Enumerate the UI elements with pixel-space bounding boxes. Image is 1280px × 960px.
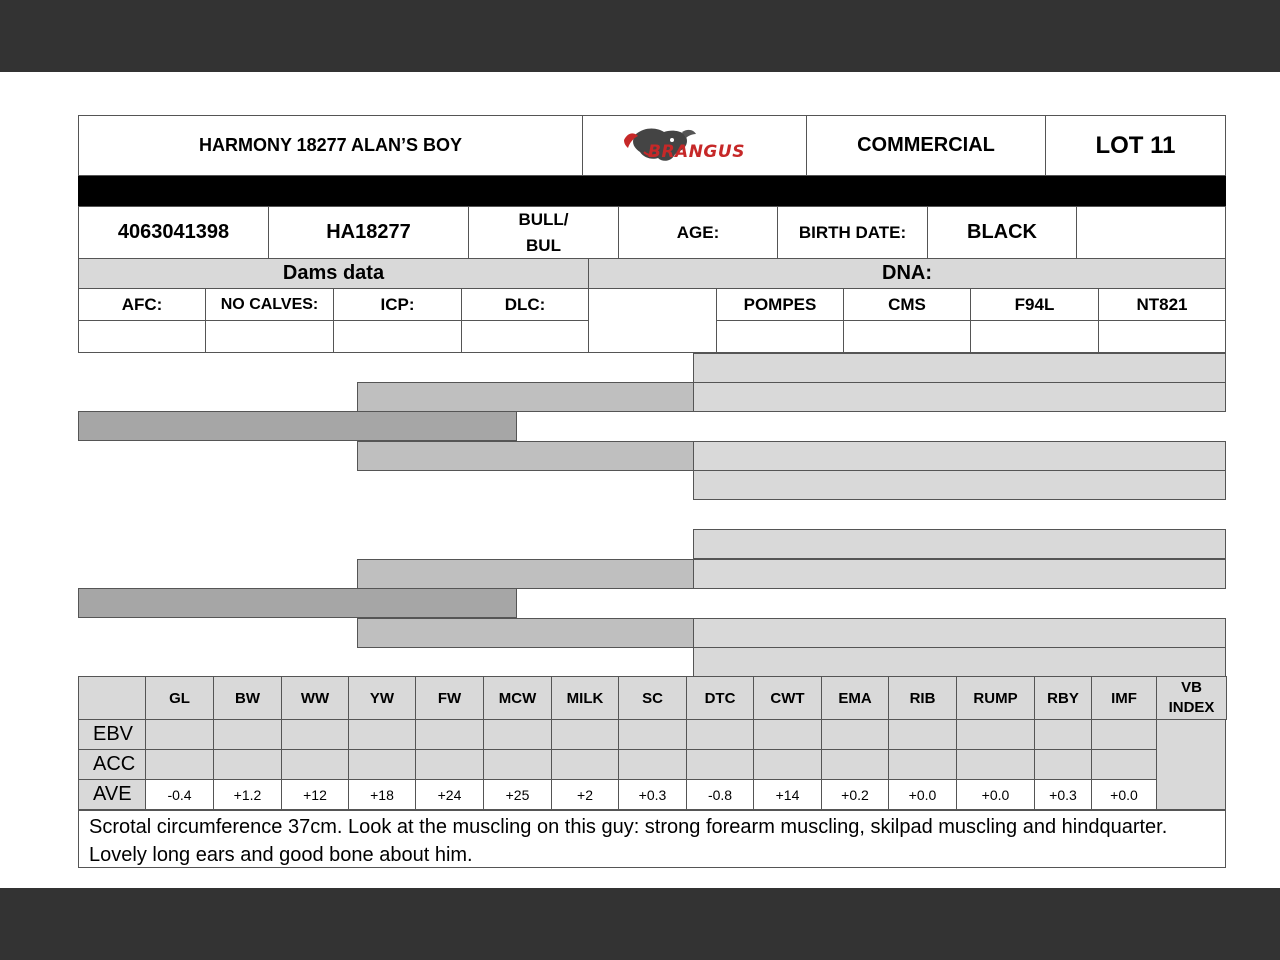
ebv-row-label-acc: ACC xyxy=(78,749,146,780)
pedigree-sire xyxy=(78,411,517,441)
ebv-corner-cell xyxy=(78,676,146,720)
ebv-col-dtc: DTC xyxy=(686,676,754,720)
ebv-cell-acc-milk xyxy=(551,749,619,780)
ebv-col-sc: SC xyxy=(618,676,687,720)
black-divider-bar xyxy=(78,176,1226,206)
birth-date-label: BIRTH DATE: xyxy=(777,206,928,259)
ebv-row-label-ebv: EBV xyxy=(78,719,146,750)
ebv-cell-ave-gl: -0.4 xyxy=(145,779,214,810)
ebv-cell-ebv-mcw xyxy=(483,719,552,750)
dams-data-title: Dams data xyxy=(78,258,589,289)
pedigree-sire-sire xyxy=(357,382,694,412)
ebv-col-rump: RUMP xyxy=(956,676,1035,720)
ebv-cell-acc-rump xyxy=(956,749,1035,780)
dams-col-afc: AFC: xyxy=(78,288,206,321)
ebv-cell-ave-dtc: -0.8 xyxy=(686,779,754,810)
dams-value-dlc xyxy=(461,320,589,353)
ebv-cell-ave-mcw: +25 xyxy=(483,779,552,810)
pedigree-sire-dam xyxy=(357,441,694,471)
comment-text: Scrotal circumference 37cm. Look at the muscling on this guy: strong forearm muscling, skilpad muscling and hindquarter. Lovely long ears and good bone about him. xyxy=(78,810,1226,868)
extra-id-cell xyxy=(1076,206,1226,259)
lot-label: LOT xyxy=(1095,131,1144,159)
ebv-cell-acc-rby xyxy=(1034,749,1092,780)
pedigree-dam-sire-sire xyxy=(693,529,1226,559)
ebv-cell-ebv-imf xyxy=(1091,719,1157,750)
brangus-logo-text: BRANGUS xyxy=(648,142,745,162)
pedigree-dam-dam-sire xyxy=(693,618,1226,648)
ebv-cell-acc-ema xyxy=(821,749,889,780)
dna-blank-cell xyxy=(588,288,717,353)
dams-col-no-calves: NO CALVES: xyxy=(205,288,334,321)
sex-label: BULL/ BUL xyxy=(468,206,619,259)
pedigree-sire-dam-sire xyxy=(693,441,1226,471)
dna-col-pompes: POMPES xyxy=(716,288,844,321)
ebv-cell-ave-rby: +0.3 xyxy=(1034,779,1092,810)
dams-value-icp xyxy=(333,320,462,353)
ebv-col-gl: GL xyxy=(145,676,214,720)
ebv-cell-ebv-ww xyxy=(281,719,349,750)
ebv-col-rby: RBY xyxy=(1034,676,1092,720)
ebv-cell-acc-cwt xyxy=(753,749,822,780)
ebv-cell-ebv-sc xyxy=(618,719,687,750)
ebv-col-yw: YW xyxy=(348,676,416,720)
ebv-cell-ebv-dtc xyxy=(686,719,754,750)
ebv-col-mcw: MCW xyxy=(483,676,552,720)
ebv-cell-ebv-rump xyxy=(956,719,1035,750)
ebv-cell-ebv-bw xyxy=(213,719,282,750)
ebv-cell-acc-gl xyxy=(145,749,214,780)
ebv-cell-acc-fw xyxy=(415,749,484,780)
ebv-cell-ebv-milk xyxy=(551,719,619,750)
ebv-col-rib: RIB xyxy=(888,676,957,720)
ebv-col-ww: WW xyxy=(281,676,349,720)
dams-value-afc xyxy=(78,320,206,353)
ebv-col-milk: MILK xyxy=(551,676,619,720)
dams-col-icp: ICP: xyxy=(333,288,462,321)
ebv-cell-acc-rib xyxy=(888,749,957,780)
ebv-cell-ebv-rby xyxy=(1034,719,1092,750)
ebv-cell-ave-ww: +12 xyxy=(281,779,349,810)
registration-number: 4063041398 xyxy=(78,206,269,259)
pedigree-dam-dam-dam xyxy=(693,647,1226,677)
ebv-cell-acc-yw xyxy=(348,749,416,780)
ebv-cell-ave-imf: +0.0 xyxy=(1091,779,1157,810)
dna-value-cms xyxy=(843,320,971,353)
ebv-cell-ebv-yw xyxy=(348,719,416,750)
pedigree-sire-sire-sire xyxy=(693,353,1226,383)
dna-col-f94l: F94L xyxy=(970,288,1099,321)
pedigree-dam-sire xyxy=(357,559,694,589)
dna-col-nt821: NT821 xyxy=(1098,288,1226,321)
animal-name: HARMONY 18277 ALAN’S BOY xyxy=(78,115,583,176)
ebv-col-fw: FW xyxy=(415,676,484,720)
dams-col-dlc: DLC: xyxy=(461,288,589,321)
ebv-cell-ebv-cwt xyxy=(753,719,822,750)
ebv-cell-acc-sc xyxy=(618,749,687,780)
ebv-cell-ave-milk: +2 xyxy=(551,779,619,810)
lot-cell xyxy=(1045,115,1226,176)
bottom-dark-band xyxy=(0,888,1280,960)
age-label: AGE: xyxy=(618,206,778,259)
ebv-cell-ebv-gl xyxy=(145,719,214,750)
pedigree-sire-dam-dam xyxy=(693,470,1226,500)
ebv-cell-ave-sc: +0.3 xyxy=(618,779,687,810)
ebv-cell-ave-yw: +18 xyxy=(348,779,416,810)
ebv-cell-ebv-fw xyxy=(415,719,484,750)
ebv-col-vb-index: VB INDEX xyxy=(1156,676,1227,720)
ebv-cell-ave-fw: +24 xyxy=(415,779,484,810)
pedigree-dam-sire-dam xyxy=(693,559,1226,589)
ebv-cell-acc-bw xyxy=(213,749,282,780)
category-label: COMMERCIAL xyxy=(806,115,1046,176)
ebv-cell-acc-ww xyxy=(281,749,349,780)
lot-number: 11 xyxy=(1150,131,1176,159)
ebv-cell-acc-mcw xyxy=(483,749,552,780)
ebv-col-imf: IMF xyxy=(1091,676,1157,720)
dna-title: DNA: xyxy=(588,258,1226,289)
ebv-col-ema: EMA xyxy=(821,676,889,720)
pedigree-dam xyxy=(78,588,517,618)
ebv-col-cwt: CWT xyxy=(753,676,822,720)
ebv-cell-ebv-rib xyxy=(888,719,957,750)
dams-value-no-calves xyxy=(205,320,334,353)
herd-id: HA18277 xyxy=(268,206,469,259)
ebv-row-label-ave: AVE xyxy=(78,779,146,810)
dna-value-nt821 xyxy=(1098,320,1226,353)
ebv-col-bw: BW xyxy=(213,676,282,720)
pedigree-sire-sire-dam xyxy=(693,382,1226,412)
ebv-cell-ebv-ema xyxy=(821,719,889,750)
ebv-vb-index-value xyxy=(1156,719,1226,810)
top-dark-band xyxy=(0,0,1280,72)
dna-value-f94l xyxy=(970,320,1099,353)
color-value: BLACK xyxy=(927,206,1077,259)
dna-value-pompes xyxy=(716,320,844,353)
ebv-cell-ave-bw: +1.2 xyxy=(213,779,282,810)
ebv-cell-acc-dtc xyxy=(686,749,754,780)
ebv-cell-ave-ema: +0.2 xyxy=(821,779,889,810)
dna-col-cms: CMS xyxy=(843,288,971,321)
pedigree-dam-dam xyxy=(357,618,694,648)
ebv-cell-ave-rump: +0.0 xyxy=(956,779,1035,810)
ebv-cell-ave-cwt: +14 xyxy=(753,779,822,810)
ebv-cell-acc-imf xyxy=(1091,749,1157,780)
brangus-logo xyxy=(618,122,768,168)
ebv-cell-ave-rib: +0.0 xyxy=(888,779,957,810)
